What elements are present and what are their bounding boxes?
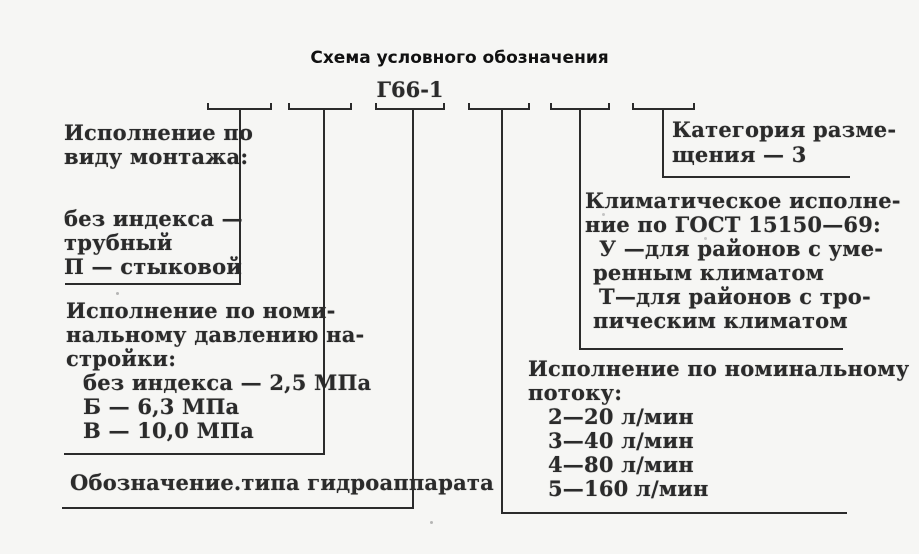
underline-climate [579,348,843,350]
block-climate [585,189,901,333]
block-climate-item: Т—для районов с тро- [599,284,871,309]
block-category [672,117,896,167]
designation-code: Г66-1 [376,77,444,102]
block-pressure-header-line: Исполнение по номи- [66,298,336,323]
underline-montage [65,283,241,285]
block-flow-item: 4—80 л/мин [548,452,694,477]
bracket-position-5 [550,103,610,110]
block-category-header-line: Категория разме- [672,117,897,142]
underline-flow [501,512,847,514]
connector-stem-climate [579,110,581,348]
block-montage-header-line: Исполнение по [64,120,254,145]
block-montage-item: без индекса — [64,206,243,231]
spacer [64,169,253,207]
block-climate-header-line: ние по ГОСТ 15150—69: [585,212,881,237]
block-montage-item: П — стыковой [64,254,243,279]
bracket-position-4 [468,103,530,110]
block-climate-item: У —для районов с уме- [599,236,884,261]
block-pressure-header-line: нальному давлению на- [66,322,365,347]
connector-stem-device-type [412,110,414,507]
bracket-position-3 [375,103,445,110]
underline-category [662,176,850,178]
block-flow [528,357,909,501]
bracket-position-6 [632,103,695,110]
block-montage [64,121,253,279]
connector-stem-flow [501,110,503,512]
block-pressure-item: Б — 6,3 МПа [83,394,240,419]
underline-pressure [64,453,325,455]
bracket-position-2 [288,103,352,110]
block-device-type-header-line: Обозначение.типа гидроаппарата [70,470,494,495]
block-montage-item: трубный [64,230,173,255]
bracket-position-1 [207,103,272,110]
block-flow-item: 2—20 л/мин [548,404,694,429]
block-pressure-item: В — 10,0 МПа [83,418,254,443]
block-category-header-line: щения — 3 [672,142,807,167]
block-flow-item: 5—160 л/мин [548,476,709,501]
block-flow-header-line: потоку: [528,380,623,405]
diagram-title: Схема условного обозначения [310,48,609,68]
underline-device-type [62,507,414,509]
block-montage-header-line: виду монтажа: [64,144,249,169]
block-pressure-item: без индекса — 2,5 МПа [83,370,372,395]
block-device-type [70,471,494,495]
block-flow-item: 3—40 л/мин [548,428,694,453]
connector-stem-category [662,110,664,176]
block-pressure [66,299,371,443]
block-flow-header-line: Исполнение по номинальному [528,356,910,381]
block-climate-header-line: Климатическое исполне- [585,188,901,213]
block-climate-item: пическим климатом [593,308,848,333]
scan-specks [116,292,119,295]
block-climate-item: ренным климатом [593,260,825,285]
block-pressure-header-line: стройки: [66,346,177,371]
